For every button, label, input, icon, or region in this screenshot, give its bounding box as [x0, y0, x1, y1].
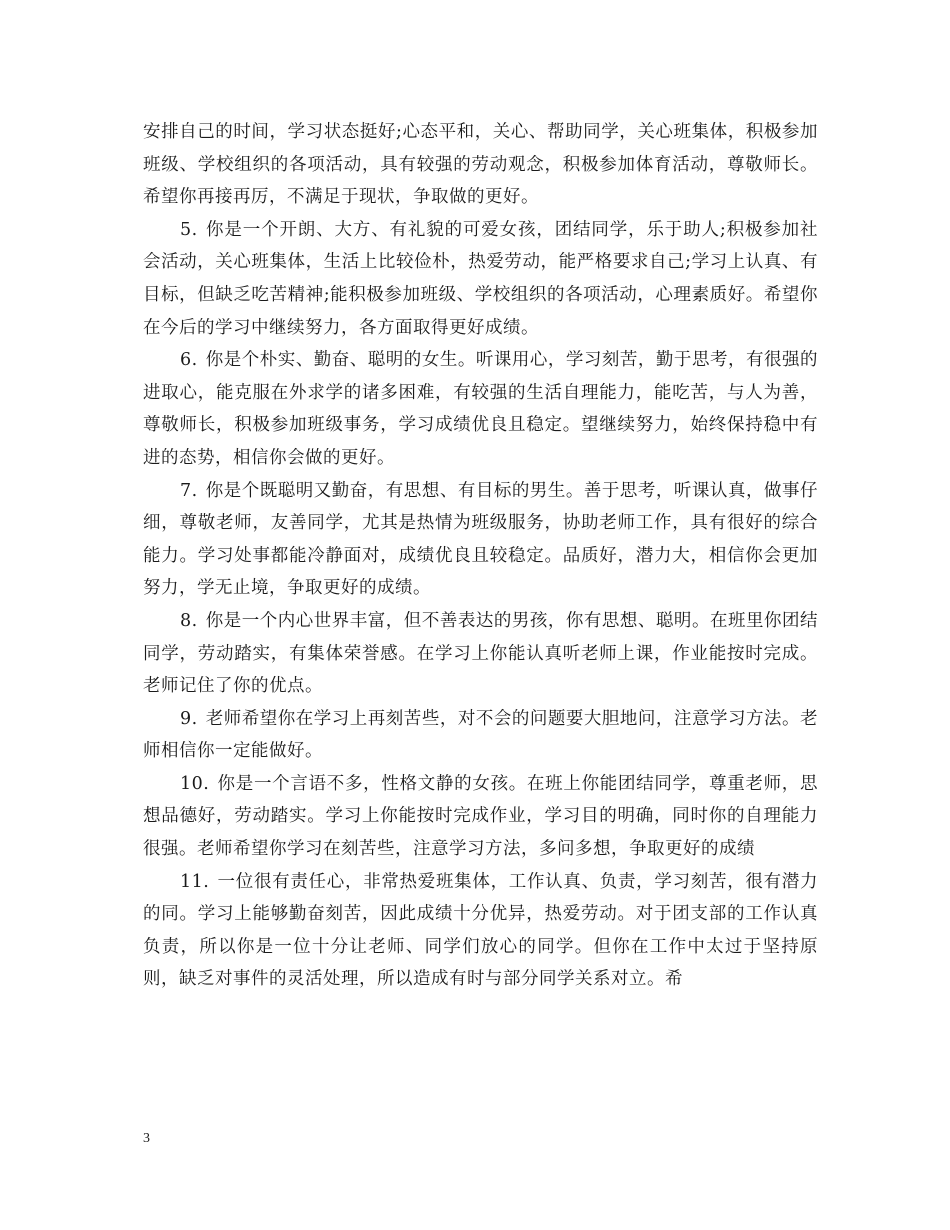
paragraph-text: 老师希望你在学习上再刻苦些，对不会的问题要大胆地问，注意学习方法。老师相信你一定能做好。: [143, 708, 818, 762]
paragraph-text: 你是一个言语不多，性格文静的女孩。在班上你能团结同学，尊重老师，思想品德好，劳动踏实。学习上你能按时完成作业，学习目的明确，同时你的自理能力很强。老师希望你学习在刻苦些，注意学习方法，多问多想，争取更好的成绩: [143, 773, 818, 860]
paragraph-text: 一位很有责任心，非常热爱班集体，工作认真、负责，学习刻苦，很有潜力的同。学习上能够勤奋刻苦，因此成绩十分优异，热爱劳动。对于团支部的工作认真负责，所以你是一位十分让老师、同学们放心的同学。但你在工作中太过于坚持原则，缺乏对事件的灵活处理，所以造成有时与部分同学关系对立。希: [143, 871, 818, 990]
paragraph-10: [143, 768, 818, 866]
paragraph-text: 你是个朴实、勤奋、聪明的女生。听课用心，学习刻苦，勤于思考，有很强的进取心，能克服在外求学的诸多困难，有较强的生活自理能力，能吃苦，与人为善，尊敬师长，积极参加班级事务，学习成绩优良且稳定。望继续努力，始终保持稳中有进的态势，相信你会做的更好。: [143, 350, 818, 468]
paragraph-continuation: [143, 116, 818, 214]
paragraph-text: 你是个既聪明又勤奋，有思想、有目标的男生。善于思考，听课认真，做事仔细，尊敬老师，友善同学，尤其是热情为班级服务，协助老师工作，具有很好的综合能力。学习处事都能冷静面对，成绩优良且较稳定。品质好，潜力大，相信你会更加努力，学无止境，争取更好的成绩。: [143, 480, 818, 599]
paragraph-5: [143, 214, 818, 344]
document-body: [143, 116, 818, 996]
paragraph-number: 10.: [180, 773, 210, 794]
paragraph-text: 你是一个内心世界丰富，但不善表达的男孩，你有思想、聪明。在班里你团结同学，劳动踏实，有集体荣誉感。在学习上你能认真听老师上课，作业能按时完成。老师记住了你的优点。: [143, 610, 818, 697]
paragraph-number: 5.: [180, 219, 198, 240]
paragraph-number: 9.: [180, 708, 198, 729]
paragraph-text: 你是一个开朗、大方、有礼貌的可爱女孩，团结同学，乐于助人;积极参加社会活动，关心班集体，生活上比较俭朴，热爱劳动，能严格要求自己;学习上认真、有目标，但缺乏吃苦精神;能积极参加班级、学校组织的各项活动，心理素质好。希望你在今后的学习中继续努力，各方面取得更好成绩。: [143, 219, 818, 338]
paragraph-6: [143, 344, 818, 474]
paragraph-number: 7.: [180, 480, 198, 501]
paragraph-number: 6.: [180, 350, 198, 371]
paragraph-9: [143, 703, 818, 768]
paragraph-7: [143, 475, 818, 605]
paragraph-number: 8.: [180, 610, 198, 631]
paragraph-8: [143, 605, 818, 703]
paragraph-number: 11.: [180, 871, 210, 892]
paragraph-11: [143, 866, 818, 996]
page-number: 3: [143, 1131, 150, 1146]
paragraph-text: 安排自己的时间，学习状态挺好;心态平和，关心、帮助同学，关心班集体，积极参加班级、学校组织的各项活动，具有较强的劳动观念，积极参加体育活动，尊敬师长。希望你再接再厉，不满足于现状，争取做的更好。: [143, 122, 818, 208]
